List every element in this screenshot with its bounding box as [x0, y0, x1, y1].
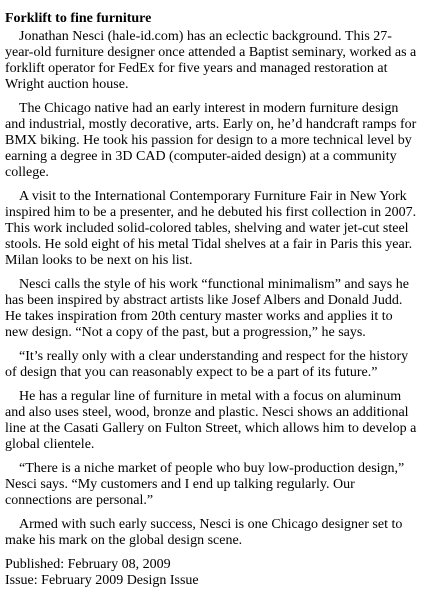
- article-title: Forklift to fine furniture: [5, 11, 152, 26]
- paragraph-5: “It’s really only with a clear understanding and respect for the history of design that you can reasonably expect to be a part of its future.”: [5, 349, 409, 380]
- paragraph-7: “There is a niche market of people who buy low-production design,” Nesci says. “My customers and I end up talking regularly. Our connections are personal.”: [5, 461, 405, 508]
- paragraph-2: The Chicago native had an early interest in modern furniture design and industrial, mostly decorative, arts. Early on, he’d handcraft ramps for BMX biking. He took his passion for design to a more technical level by earning a degree in 3D CAD (computer-aided design) at a community college.: [5, 101, 417, 180]
- paragraph-4: Nesci calls the style of his work “functional minimalism” and says he has been inspired by abstract artists like Josef Albers and Donald Judd. He takes inspiration from 20th century master works and applies it to new design. “Not a copy of the past, but a progression,” he says.: [5, 277, 409, 340]
- published-date: Published: February 08, 2009: [5, 557, 171, 572]
- paragraph-1: Jonathan Nesci (hale-id.com) has an eclectic background. This 27-year-old furniture designer once attended a Baptist seminary, worked as a forklift operator for FedEx for five years and managed restoration at Wright auction house.: [5, 29, 417, 92]
- paragraph-8: Armed with such early success, Nesci is one Chicago designer set to make his mark on the global design scene.: [5, 517, 403, 548]
- paragraph-6: He has a regular line of furniture in metal with a focus on aluminum and also uses steel, wood, bronze and plastic. Nesci shows an additional line at the Casati Gallery on Fulton Street, which allows him to develop a global clientele.: [5, 389, 417, 452]
- paragraph-3: A visit to the International Contemporary Furniture Fair in New York inspired him to be a presenter, and he debuted his first collection in 2007. This work included solid-colored tables, shelving and water jet-cut steel stools. He sold eight of his metal Tidal shelves at a fair in Paris this year. Milan looks to be next on his list.: [5, 189, 417, 268]
- issue-info: Issue: February 2009 Design Issue: [5, 573, 199, 588]
